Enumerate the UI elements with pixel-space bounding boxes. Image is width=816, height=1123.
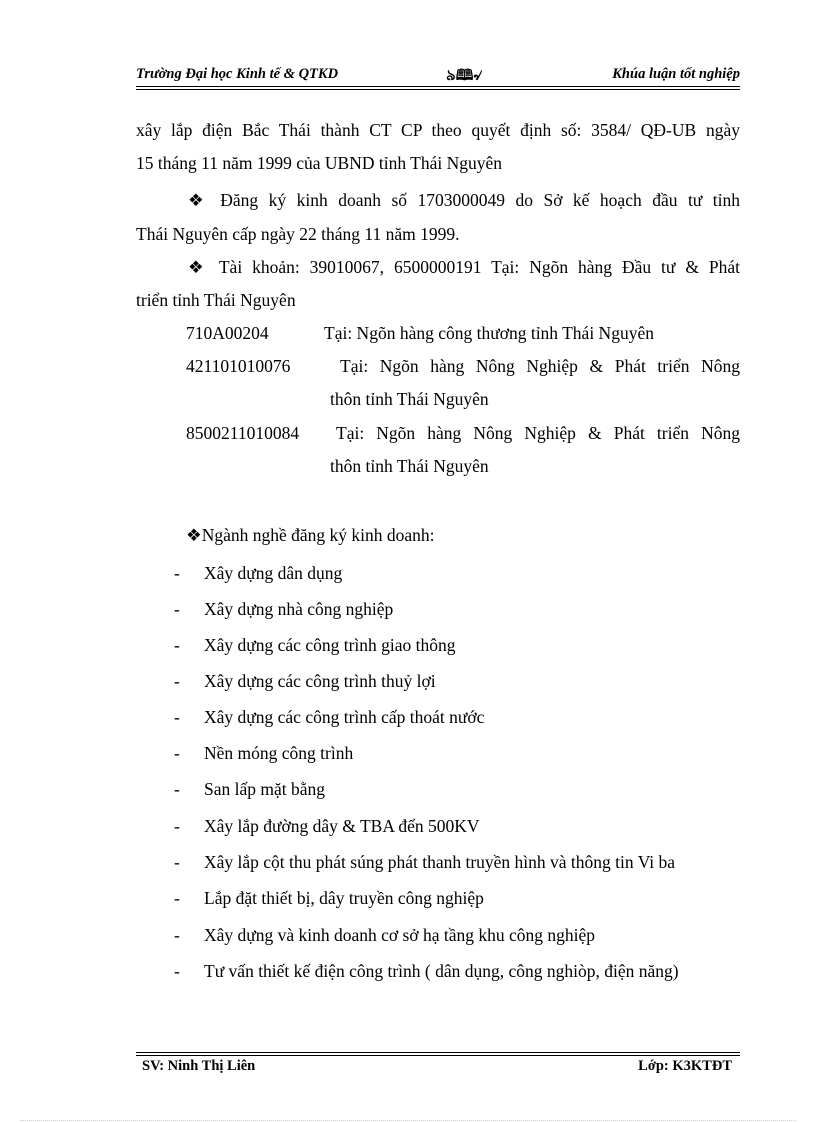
book-ornament-icon: ৯🕮৵: [446, 68, 483, 84]
dash-marker: -: [174, 635, 180, 655]
dash-marker: -: [174, 852, 180, 872]
footer-class: Lớp: K3KTĐT: [638, 1058, 732, 1074]
footer-rule-thin: [136, 1052, 740, 1053]
account-bank-3-cont: thôn tỉnh Thái Nguyên: [330, 456, 489, 476]
sector-item: Xây lắp cột thu phát súng phát thanh truyền hình và thông tin Vi ba: [204, 852, 676, 872]
sector-item: Lắp đặt thiết bị, dây truyền công nghiệp: [204, 888, 484, 908]
sector-item: Xây lắp đường dây & TBA đến 500KV: [204, 816, 480, 836]
account-bank-1: Tại: Ngõn hàng công thương tỉnh Thái Nguyên: [324, 323, 654, 343]
dash-marker: -: [174, 671, 180, 691]
header-school: Trường Đại học Kinh tế & QTKD: [136, 66, 339, 82]
dash-marker: -: [174, 563, 180, 583]
dash-marker: -: [174, 599, 180, 619]
sector-item: Tư vấn thiết kế điện công trình ( dân dụng, công nghiòp, điện năng): [204, 961, 679, 981]
header-thesis: Khúa luận tốt nghiệp: [612, 66, 740, 82]
account-bank-3: Tại: Ngõn hàng Nông Nghiệp & Phát triển Nông: [336, 423, 740, 443]
sectors-heading: ❖Ngành nghề đăng ký kinh doanh:: [186, 525, 435, 545]
registration-line-2: Thái Nguyên cấp ngày 22 tháng 11 năm 1999.: [136, 224, 460, 244]
sector-item: Nền móng công trình: [204, 743, 354, 763]
page-edge-divider: [20, 1120, 796, 1121]
sector-item: Xây dựng các công trình thuỷ lợi: [204, 671, 436, 691]
sector-item: San lấp mặt bằng: [204, 779, 326, 799]
account-number-3: 8500211010084: [186, 423, 300, 443]
body-line-1: xây lắp điện Bắc Thái thành CT CP theo quyết định số: 3584/ QĐ-UB ngày: [136, 120, 740, 140]
dash-marker: -: [174, 779, 180, 799]
dash-marker: -: [174, 888, 180, 908]
sector-item: Xây dựng các công trình cấp thoát nước: [204, 707, 485, 727]
registration-line-1: ❖ Đăng ký kinh doanh số 1703000049 do Sở kế hoạch đầu tư tỉnh: [188, 190, 740, 210]
account-number-2: 421101010076: [186, 356, 291, 376]
account-number-1: 710A00204: [186, 323, 269, 343]
dash-marker: -: [174, 925, 180, 945]
header-rule-thin: [136, 89, 740, 90]
account-line-2: triển tỉnh Thái Nguyên: [136, 290, 296, 310]
page-header: [136, 66, 740, 84]
account-bank-2: Tại: Ngõn hàng Nông Nghiệp & Phát triển Nông: [340, 356, 740, 376]
footer-student: SV: Ninh Thị Liên: [142, 1058, 256, 1074]
dash-marker: -: [174, 816, 180, 836]
dash-marker: -: [174, 743, 180, 763]
sector-item: Xây dựng và kinh doanh cơ sở hạ tầng khu công nghiệp: [204, 925, 596, 945]
dash-marker: -: [174, 707, 180, 727]
body-line-2: 15 tháng 11 năm 1999 của UBND tỉnh Thái Nguyên: [136, 153, 502, 173]
sector-item: Xây dựng các công trình giao thông: [204, 635, 456, 655]
footer-rule: [136, 1055, 740, 1056]
sector-item: Xây dựng dân dụng: [204, 563, 343, 583]
sector-item: Xây dựng nhà công nghiệp: [204, 599, 394, 619]
account-bank-2-cont: thôn tỉnh Thái Nguyên: [330, 389, 489, 409]
account-line-1: ❖ Tài khoản: 39010067, 6500000191 Tại: Ngõn hàng Đầu tư & Phát: [188, 257, 740, 277]
dash-marker: -: [174, 961, 180, 981]
header-rule: [136, 86, 740, 87]
